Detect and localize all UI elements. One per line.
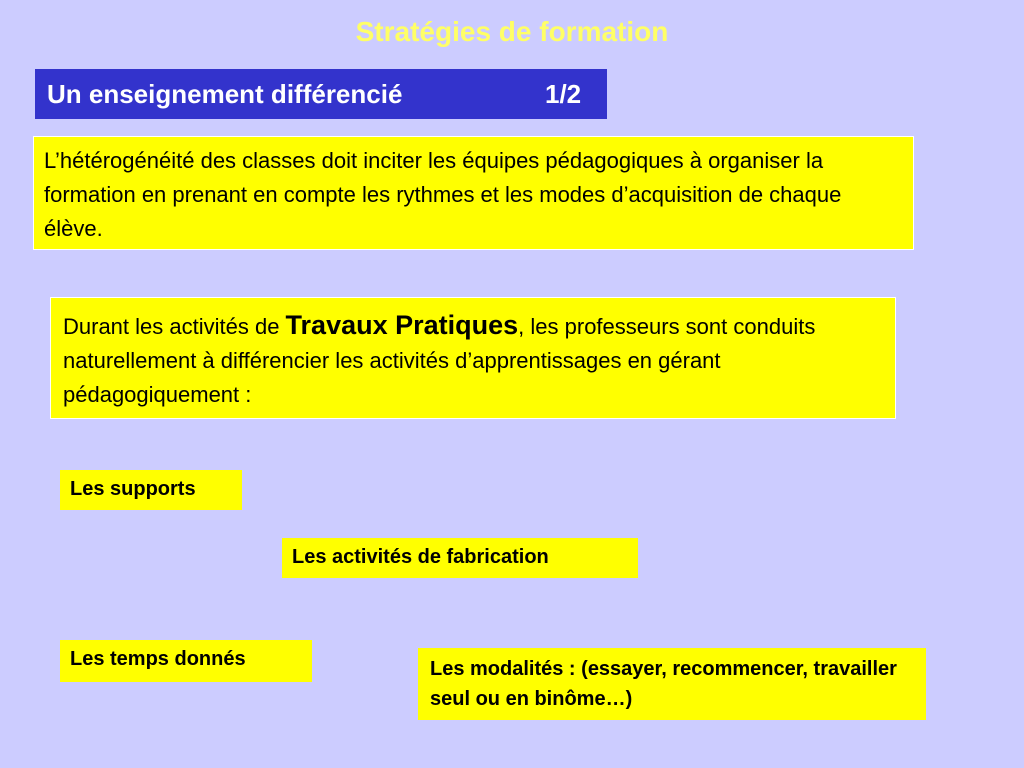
travaux-pratiques-paragraph — [50, 297, 896, 419]
subtitle-text: Un enseignement différencié — [47, 79, 403, 109]
tp-text-after: , les professeurs sont conduits naturellement à différencier les activités d’apprentissages en gérant pédagogiquement : — [63, 314, 816, 407]
intro-paragraph: L’hétérogénéité des classes doit inciter les équipes pédagogiques à organiser la formation en prenant en compte les rythmes et les modes d’acquisition de chaque élève. — [33, 136, 914, 250]
tag-temps: Les temps donnés — [60, 640, 312, 682]
tag-modalites: Les modalités : (essayer, recommencer, travailler seul ou en binôme…) — [418, 648, 926, 720]
subtitle-banner — [35, 69, 607, 119]
slide-title: Stratégies de formation — [355, 16, 669, 47]
tp-emphasis: Travaux Pratiques — [285, 310, 519, 340]
page-indicator: 1/2 — [545, 79, 582, 109]
tp-text-before: Durant les activités de — [63, 314, 286, 339]
tag-supports: Les supports — [60, 470, 242, 510]
tag-fabrication: Les activités de fabrication — [282, 538, 638, 578]
